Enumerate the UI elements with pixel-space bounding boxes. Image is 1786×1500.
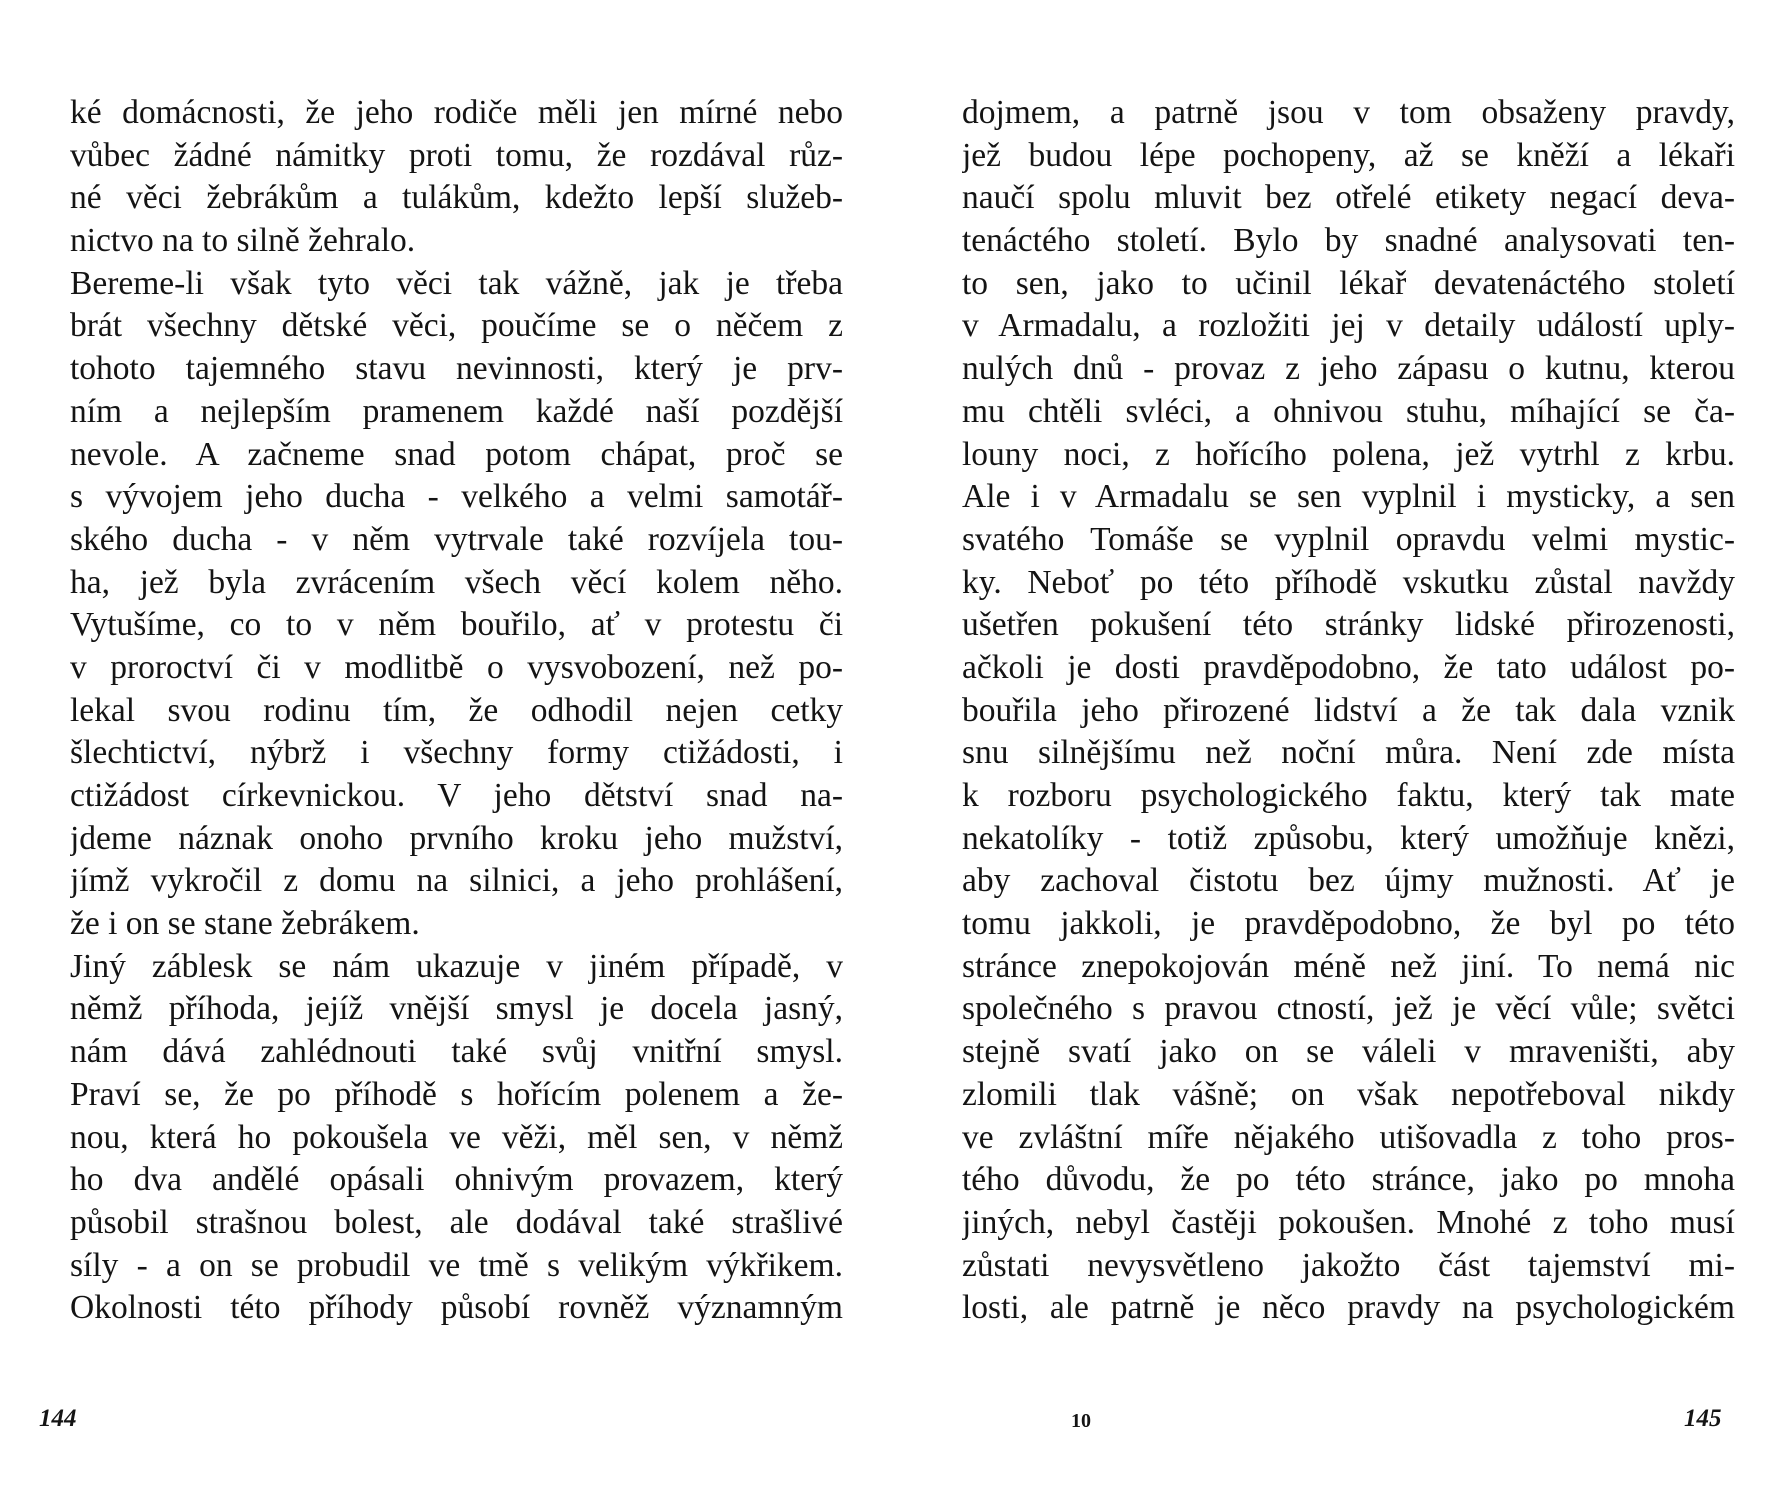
text-line: né věci žebrákům a tulákům, kdežto lepší služeb- [70,179,843,217]
left-page-text [70,92,843,1330]
text-line: s vývojem jeho ducha - velkého a velmi samotář- [70,478,843,516]
text-line: svatého Tomáše se vyplnil opravdu velmi mystic- [962,520,1735,558]
text-line: Vytušíme, co to v něm bouřilo, ať v protestu či [70,606,843,644]
text-line: jež budou lépe pochopeny, až se kněží a lékaři [962,136,1735,174]
printer-signature-mark: 10 [1071,1410,1091,1432]
text-line: stejně svatí jako on se váleli v mraveništi, aby [962,1033,1735,1071]
text-line: ve zvláštní míře nějakého utišovadla z toho pros- [962,1118,1735,1156]
text-line: snu silnějšímu než noční můra. Není zde místa [962,734,1735,772]
text-line: ačkoli je dosti pravděpodobno, že tato událost po- [962,648,1735,686]
text-line: losti, ale patrně je něco pravdy na psychologickém [962,1289,1735,1327]
text-line: němž příhoda, jejíž vnější smysl je docela jasný, [70,990,843,1028]
text-line: to sen, jako to učinil lékař devatenáctého století [962,264,1735,302]
text-line: jdeme náznak onoho prvního kroku jeho mužství, [70,819,843,857]
text-line: brát všechny dětské věci, poučíme se o něčem z [70,307,843,345]
text-line: naučí spolu mluvit bez otřelé etikety negací deva- [962,179,1735,217]
text-line: v proroctví či v modlitbě o vysvobození, než po- [70,648,843,686]
text-line: zlomili tlak vášně; on však nepotřeboval nikdy [962,1075,1735,1113]
text-line: ského ducha - v něm vytrvale také rozvíjela tou- [70,520,843,558]
text-line: ctižádost církevnickou. V jeho dětství snad na- [70,777,843,814]
text-line: lekal svou rodinu tím, že odhodil nejen cetky [70,691,843,729]
text-line: bouřila jeho přirozené lidství a že tak dala vznik [962,691,1735,729]
text-line: Bereme-li však tyto věci tak vážně, jak je třeba [70,264,843,302]
text-line: dojmem, a patrně jsou v tom obsaženy pravdy, [962,94,1735,131]
text-line: stránce znepokojován méně než jiní. To nemá nic [962,947,1735,985]
text-line: ušetřen pokušení této stránky lidské přirozenosti, [962,606,1735,644]
text-line: šlechtictví, nýbrž i všechny formy ctižádosti, i [70,734,843,772]
text-line: působil strašnou bolest, ale dodával také strašlivé [70,1203,843,1241]
text-line: tenáctého století. Bylo by snadné analysovati ten- [962,222,1735,260]
text-line: ky. Neboť po této příhodě vskutku zůstal navždy [962,563,1735,601]
text-line: jímž vykročil z domu na silnici, a jeho prohlášení, [70,862,843,900]
text-line: tohoto tajemného stavu nevinnosti, který je prv- [70,350,843,388]
text-line: vůbec žádné námitky proti tomu, že rozdával růz- [70,136,843,174]
text-line: ním a nejlepším pramenem každé naší pozdější [70,392,843,430]
text-line: Okolnosti této příhody působí rovněž významným [70,1289,843,1327]
right-page [893,0,1786,1500]
text-line: síly - a on se probudil ve tmě s velikým výkřikem. [70,1246,843,1284]
text-line: k rozboru psychologického faktu, který tak mate [962,777,1735,814]
right-page-number: 145 [1684,1405,1722,1432]
text-line: nou, která ho pokoušela ve věži, měl sen, v němž [70,1118,843,1156]
text-line: Jiný záblesk se nám ukazuje v jiném případě, v [70,947,843,985]
text-line: nekatolíky - totiž způsobu, který umožňuje knězi, [962,819,1735,857]
text-line: nulých dnů - provaz z jeho zápasu o kutnu, kterou [962,350,1735,388]
text-line: zůstati nevysvětleno jakožto část tajemství mi- [962,1246,1735,1284]
text-line: tomu jakkoli, je pravděpodobno, že byl po této [962,905,1735,943]
text-line: aby zachoval čistotu bez újmy mužnosti. Ať je [962,862,1735,900]
text-line: nevole. A začneme snad potom chápat, proč se [70,435,843,473]
text-line: ho dva andělé opásali ohnivým provazem, který [70,1161,843,1199]
text-line: louny noci, z hořícího polena, jež vytrhl z krbu. [962,435,1735,473]
text-line: nictvo na to silně žehralo. [70,222,416,260]
text-line: nám dává zahlédnouti také svůj vnitřní smysl. [70,1033,843,1071]
text-line: tého důvodu, že po této stránce, jako po mnoha [962,1161,1735,1199]
text-line: mu chtěli svléci, a ohnivou stuhu, míhající se ča- [962,392,1735,430]
text-line: ha, jež byla zvrácením všech věcí kolem něho. [70,563,843,601]
text-line: ké domácnosti, že jeho rodiče měli jen mírné nebo [70,94,843,131]
right-page-text [962,92,1735,1330]
left-page-number: 144 [39,1405,77,1432]
text-line: že i on se stane žebrákem. [70,905,420,943]
text-line: Praví se, že po příhodě s hořícím polenem a že- [70,1075,843,1113]
text-line: v Armadalu, a rozložiti jej v detaily událostí uply- [962,307,1735,345]
text-line: jiných, nebyl častěji pokoušen. Mnohé z toho musí [962,1203,1735,1241]
text-line: Ale i v Armadalu se sen vyplnil i mysticky, a sen [962,478,1735,516]
text-line: společného s pravou ctností, jež je věcí vůle; světci [962,990,1735,1028]
